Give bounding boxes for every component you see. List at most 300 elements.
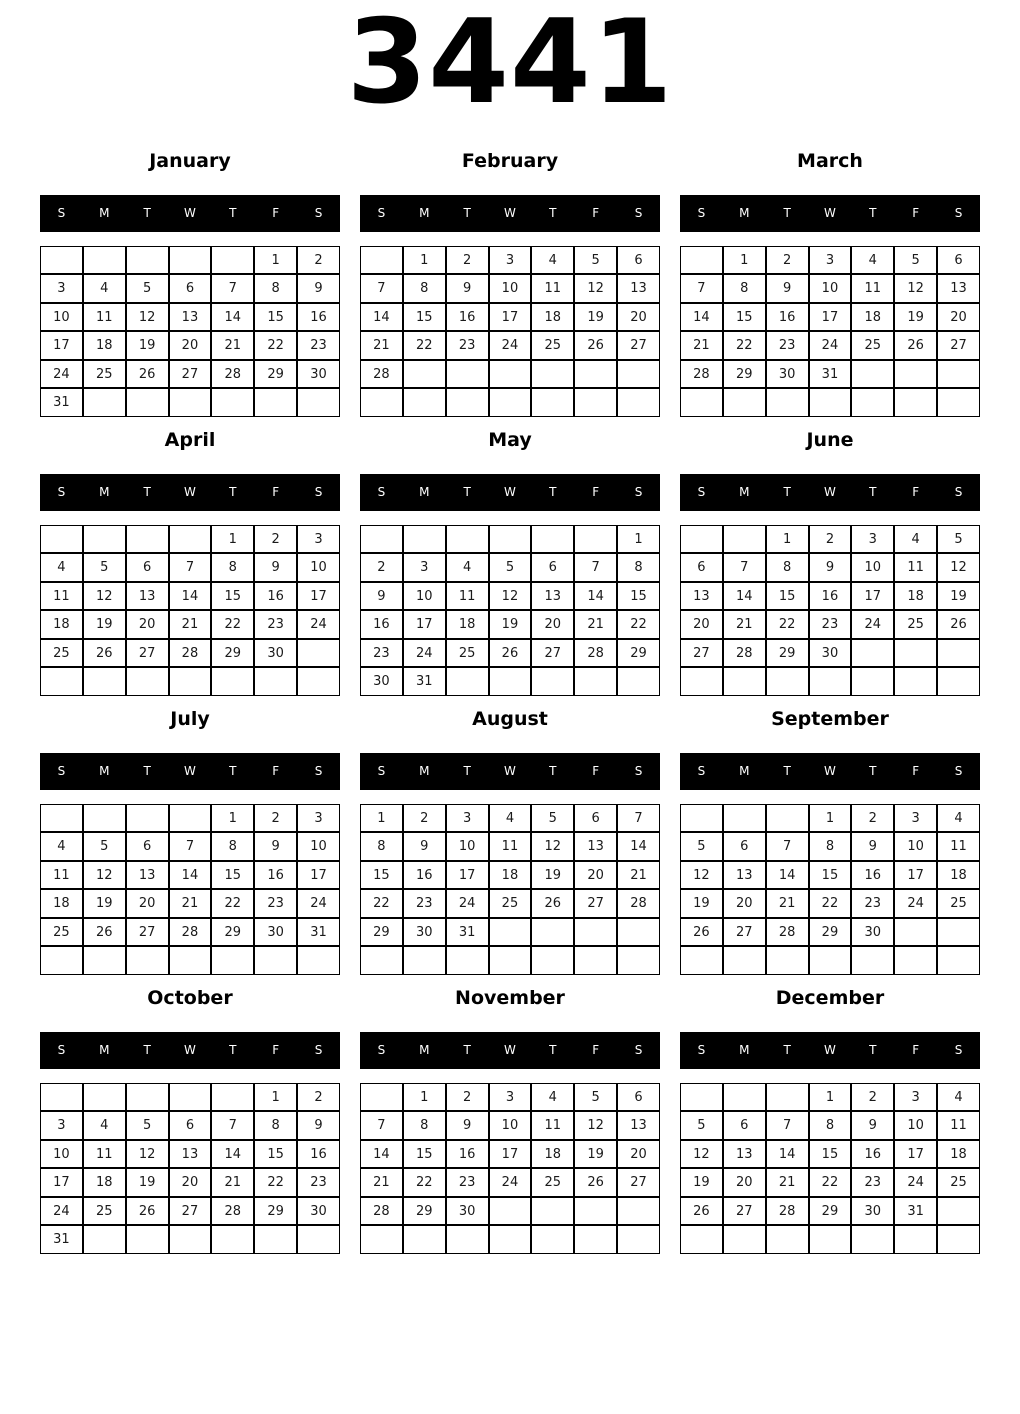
weekday-label: S [314, 206, 323, 221]
day-cell [723, 1083, 766, 1112]
week-row [40, 360, 340, 389]
weekday-label: S [697, 485, 706, 500]
day-cell: 9 [851, 832, 894, 861]
week-row [360, 1197, 660, 1226]
day-cell: 25 [40, 918, 83, 947]
week-row [680, 861, 980, 890]
day-cell: 7 [211, 274, 254, 303]
day-cell: 28 [723, 639, 766, 668]
day-cell [40, 246, 83, 275]
day-cell: 13 [169, 303, 212, 332]
weekday-label: F [272, 764, 280, 779]
day-cell [574, 1225, 617, 1254]
day-cell: 23 [360, 639, 403, 668]
day-cell: 2 [254, 804, 297, 833]
weekday-header-bar [360, 753, 660, 790]
day-cell: 13 [617, 1111, 660, 1140]
day-cell: 12 [574, 274, 617, 303]
day-cell: 17 [297, 861, 340, 890]
weekday-label: S [634, 485, 643, 500]
day-cell: 22 [403, 1168, 446, 1197]
day-cell: 31 [809, 360, 852, 389]
day-cell [766, 667, 809, 696]
weekday-label: T [869, 764, 877, 779]
day-cell [489, 388, 532, 417]
day-cell: 21 [169, 610, 212, 639]
week-row [40, 553, 340, 582]
day-cell: 17 [489, 303, 532, 332]
day-cell: 1 [723, 246, 766, 275]
day-cell: 14 [574, 582, 617, 611]
week-row [360, 360, 660, 389]
weekday-label: S [954, 764, 963, 779]
day-cell: 10 [403, 582, 446, 611]
day-cell [574, 1197, 617, 1226]
day-cell [211, 946, 254, 975]
day-cell: 7 [766, 1111, 809, 1140]
day-cell: 15 [403, 1140, 446, 1169]
day-cell: 1 [211, 804, 254, 833]
day-cell [403, 525, 446, 554]
day-cell: 21 [574, 610, 617, 639]
week-row [360, 889, 660, 918]
day-cell: 9 [297, 1111, 340, 1140]
day-cell [126, 946, 169, 975]
day-cell: 11 [83, 1140, 126, 1169]
weekday-label: F [272, 485, 280, 500]
weekday-label: T [549, 1043, 557, 1058]
month-june [680, 428, 980, 696]
day-cell [766, 946, 809, 975]
day-cell: 3 [894, 1083, 937, 1112]
day-cell: 24 [894, 889, 937, 918]
day-cell [83, 525, 126, 554]
day-cell: 6 [680, 553, 723, 582]
day-cell: 12 [680, 861, 723, 890]
day-cell: 26 [83, 918, 126, 947]
week-row [40, 1197, 340, 1226]
day-cell [169, 525, 212, 554]
week-row [40, 918, 340, 947]
day-cell [360, 1083, 403, 1112]
day-cell: 20 [169, 331, 212, 360]
day-cell: 1 [254, 246, 297, 275]
day-cell: 8 [254, 1111, 297, 1140]
day-cell: 15 [617, 582, 660, 611]
day-cell: 1 [809, 1083, 852, 1112]
day-cell: 28 [211, 360, 254, 389]
day-cell: 25 [894, 610, 937, 639]
day-cell: 11 [851, 274, 894, 303]
day-cell: 26 [126, 1197, 169, 1226]
day-cell: 11 [937, 832, 980, 861]
month-april [40, 428, 340, 696]
day-cell: 28 [360, 360, 403, 389]
day-cell: 24 [403, 639, 446, 668]
day-cell: 5 [126, 274, 169, 303]
week-row [680, 1168, 980, 1197]
day-cell: 3 [297, 804, 340, 833]
day-cell: 22 [723, 331, 766, 360]
weekday-label: S [314, 764, 323, 779]
day-cell: 5 [489, 553, 532, 582]
month-july [40, 707, 340, 975]
weekday-label: W [184, 485, 196, 500]
day-cell [680, 1083, 723, 1112]
weekday-label: T [869, 206, 877, 221]
weekday-label: S [697, 764, 706, 779]
days-grid [680, 246, 980, 417]
day-cell: 31 [40, 1225, 83, 1254]
weekday-label: T [229, 1043, 237, 1058]
day-cell: 7 [169, 553, 212, 582]
day-cell [403, 360, 446, 389]
day-cell: 10 [446, 832, 489, 861]
day-cell: 29 [360, 918, 403, 947]
day-cell: 24 [40, 360, 83, 389]
day-cell: 27 [169, 360, 212, 389]
day-cell: 27 [126, 639, 169, 668]
day-cell: 17 [40, 1168, 83, 1197]
day-cell: 21 [169, 889, 212, 918]
day-cell: 8 [809, 1111, 852, 1140]
week-row [360, 246, 660, 275]
day-cell [680, 1225, 723, 1254]
week-row [360, 667, 660, 696]
day-cell: 7 [360, 274, 403, 303]
day-cell: 3 [894, 804, 937, 833]
day-cell: 6 [617, 246, 660, 275]
week-row [40, 303, 340, 332]
weekday-label: W [824, 485, 836, 500]
day-cell: 7 [574, 553, 617, 582]
week-row [40, 246, 340, 275]
day-cell: 22 [617, 610, 660, 639]
day-cell: 23 [254, 889, 297, 918]
day-cell: 9 [254, 553, 297, 582]
month-may [360, 428, 660, 696]
weekday-label: S [954, 485, 963, 500]
day-cell: 27 [723, 918, 766, 947]
day-cell: 22 [766, 610, 809, 639]
month-january [40, 149, 340, 417]
day-cell: 28 [766, 918, 809, 947]
day-cell: 22 [211, 889, 254, 918]
weekday-header-bar [680, 1032, 980, 1069]
day-cell: 23 [446, 331, 489, 360]
day-cell [446, 946, 489, 975]
day-cell: 26 [894, 331, 937, 360]
day-cell: 10 [297, 553, 340, 582]
day-cell: 23 [254, 610, 297, 639]
day-cell: 30 [851, 1197, 894, 1226]
day-cell [894, 639, 937, 668]
day-cell: 27 [126, 918, 169, 947]
day-cell: 22 [809, 889, 852, 918]
month-title: April [164, 428, 216, 451]
day-cell: 24 [489, 331, 532, 360]
day-cell: 12 [680, 1140, 723, 1169]
days-grid [360, 246, 660, 417]
day-cell: 23 [403, 889, 446, 918]
day-cell: 12 [937, 553, 980, 582]
day-cell: 3 [446, 804, 489, 833]
day-cell [360, 246, 403, 275]
month-title: November [455, 986, 565, 1009]
day-cell: 30 [851, 918, 894, 947]
week-row [680, 889, 980, 918]
day-cell: 28 [169, 918, 212, 947]
day-cell: 20 [126, 889, 169, 918]
day-cell: 12 [489, 582, 532, 611]
weekday-label: T [783, 1043, 791, 1058]
weekday-label: F [592, 1043, 600, 1058]
day-cell: 14 [211, 303, 254, 332]
day-cell: 12 [894, 274, 937, 303]
day-cell: 20 [680, 610, 723, 639]
day-cell: 13 [937, 274, 980, 303]
day-cell [894, 388, 937, 417]
weekday-label: M [739, 1043, 750, 1058]
day-cell [126, 1225, 169, 1254]
weekday-label: S [697, 206, 706, 221]
day-cell: 4 [894, 525, 937, 554]
day-cell: 3 [297, 525, 340, 554]
day-cell [83, 1225, 126, 1254]
day-cell: 16 [446, 303, 489, 332]
month-title: August [472, 707, 548, 730]
day-cell: 10 [851, 553, 894, 582]
day-cell: 9 [360, 582, 403, 611]
day-cell: 2 [297, 246, 340, 275]
day-cell: 11 [40, 861, 83, 890]
day-cell: 12 [531, 832, 574, 861]
day-cell: 2 [254, 525, 297, 554]
day-cell [360, 525, 403, 554]
day-cell: 16 [809, 582, 852, 611]
day-cell [83, 804, 126, 833]
day-cell: 20 [617, 303, 660, 332]
weekday-header-bar [40, 195, 340, 232]
day-cell: 17 [40, 331, 83, 360]
day-cell: 27 [617, 1168, 660, 1197]
day-cell [297, 667, 340, 696]
day-cell: 17 [851, 582, 894, 611]
day-cell: 5 [680, 1111, 723, 1140]
day-cell [126, 667, 169, 696]
week-row [360, 804, 660, 833]
day-cell: 9 [851, 1111, 894, 1140]
day-cell: 16 [851, 1140, 894, 1169]
day-cell [723, 946, 766, 975]
month-title: February [461, 149, 559, 172]
day-cell [574, 388, 617, 417]
weekday-label: W [504, 206, 516, 221]
week-row [680, 918, 980, 947]
day-cell: 21 [360, 331, 403, 360]
weekday-label: T [143, 485, 151, 500]
day-cell: 28 [617, 889, 660, 918]
week-row [40, 1111, 340, 1140]
day-cell [211, 1083, 254, 1112]
day-cell: 31 [894, 1197, 937, 1226]
weekday-label: T [463, 206, 471, 221]
day-cell: 31 [446, 918, 489, 947]
day-cell [83, 246, 126, 275]
day-cell [723, 525, 766, 554]
day-cell: 25 [40, 639, 83, 668]
day-cell: 28 [574, 639, 617, 668]
day-cell: 15 [254, 1140, 297, 1169]
weekday-label: T [783, 485, 791, 500]
day-cell: 15 [211, 861, 254, 890]
day-cell [83, 388, 126, 417]
day-cell: 7 [680, 274, 723, 303]
day-cell: 2 [851, 1083, 894, 1112]
day-cell: 19 [531, 861, 574, 890]
day-cell [809, 667, 852, 696]
day-cell: 26 [531, 889, 574, 918]
weekday-label: S [314, 485, 323, 500]
weekday-label: M [99, 485, 110, 500]
day-cell: 21 [680, 331, 723, 360]
day-cell [446, 1225, 489, 1254]
day-cell [680, 388, 723, 417]
day-cell [403, 1225, 446, 1254]
weekday-label: T [463, 485, 471, 500]
day-cell: 29 [211, 639, 254, 668]
day-cell: 28 [766, 1197, 809, 1226]
day-cell: 26 [126, 360, 169, 389]
week-row [680, 1140, 980, 1169]
day-cell: 12 [83, 861, 126, 890]
weekday-label: M [419, 764, 430, 779]
month-title: December [775, 986, 885, 1009]
day-cell: 9 [446, 1111, 489, 1140]
day-cell: 15 [809, 1140, 852, 1169]
day-cell: 2 [403, 804, 446, 833]
day-cell: 13 [169, 1140, 212, 1169]
weekday-label: S [377, 206, 386, 221]
day-cell: 2 [851, 804, 894, 833]
day-cell: 21 [766, 1168, 809, 1197]
day-cell: 18 [83, 331, 126, 360]
weekday-label: S [377, 1043, 386, 1058]
day-cell [617, 1225, 660, 1254]
month-november [360, 986, 660, 1254]
weekday-label: W [184, 1043, 196, 1058]
day-cell [809, 388, 852, 417]
day-cell: 11 [83, 303, 126, 332]
day-cell: 1 [360, 804, 403, 833]
day-cell: 9 [297, 274, 340, 303]
month-title: July [170, 707, 210, 730]
day-cell [126, 1083, 169, 1112]
month-title: January [149, 149, 231, 172]
day-cell: 6 [531, 553, 574, 582]
day-cell [617, 388, 660, 417]
weekday-label: T [229, 206, 237, 221]
day-cell: 23 [766, 331, 809, 360]
day-cell: 13 [723, 861, 766, 890]
day-cell [937, 667, 980, 696]
day-cell [40, 667, 83, 696]
day-cell [489, 1197, 532, 1226]
day-cell: 14 [723, 582, 766, 611]
day-cell: 27 [680, 639, 723, 668]
weekday-label: M [739, 206, 750, 221]
weekday-label: T [463, 764, 471, 779]
day-cell [617, 946, 660, 975]
weekday-label: S [634, 1043, 643, 1058]
day-cell [169, 388, 212, 417]
weekday-label: M [739, 764, 750, 779]
week-row [680, 331, 980, 360]
day-cell: 11 [489, 832, 532, 861]
day-cell: 15 [403, 303, 446, 332]
day-cell: 8 [617, 553, 660, 582]
weekday-header-bar [680, 474, 980, 511]
day-cell: 11 [937, 1111, 980, 1140]
day-cell: 9 [766, 274, 809, 303]
week-row [360, 1168, 660, 1197]
day-cell: 30 [809, 639, 852, 668]
day-cell: 10 [297, 832, 340, 861]
day-cell: 30 [297, 1197, 340, 1226]
day-cell [809, 946, 852, 975]
weekday-label: W [824, 764, 836, 779]
weekday-label: F [272, 206, 280, 221]
month-march [680, 149, 980, 417]
day-cell: 3 [40, 274, 83, 303]
day-cell [937, 388, 980, 417]
day-cell: 5 [574, 246, 617, 275]
week-row [360, 610, 660, 639]
day-cell: 19 [489, 610, 532, 639]
day-cell [851, 639, 894, 668]
day-cell [297, 388, 340, 417]
day-cell: 16 [254, 582, 297, 611]
day-cell: 24 [851, 610, 894, 639]
day-cell: 10 [489, 274, 532, 303]
day-cell: 12 [83, 582, 126, 611]
day-cell [83, 667, 126, 696]
day-cell: 8 [766, 553, 809, 582]
day-cell: 29 [809, 918, 852, 947]
day-cell: 24 [446, 889, 489, 918]
weekday-label: S [57, 485, 66, 500]
day-cell: 31 [40, 388, 83, 417]
day-cell: 4 [851, 246, 894, 275]
day-cell: 14 [766, 861, 809, 890]
day-cell: 3 [489, 1083, 532, 1112]
month-title: March [797, 149, 863, 172]
weekday-label: S [634, 206, 643, 221]
weekday-label: S [57, 206, 66, 221]
day-cell: 19 [126, 1168, 169, 1197]
day-cell: 4 [83, 1111, 126, 1140]
day-cell: 24 [297, 889, 340, 918]
month-august [360, 707, 660, 975]
day-cell: 24 [297, 610, 340, 639]
day-cell: 1 [254, 1083, 297, 1112]
day-cell: 14 [360, 1140, 403, 1169]
months-grid [0, 149, 1020, 1254]
month-title: October [147, 986, 233, 1009]
weekday-label: M [419, 206, 430, 221]
weekday-label: M [99, 764, 110, 779]
day-cell [169, 804, 212, 833]
